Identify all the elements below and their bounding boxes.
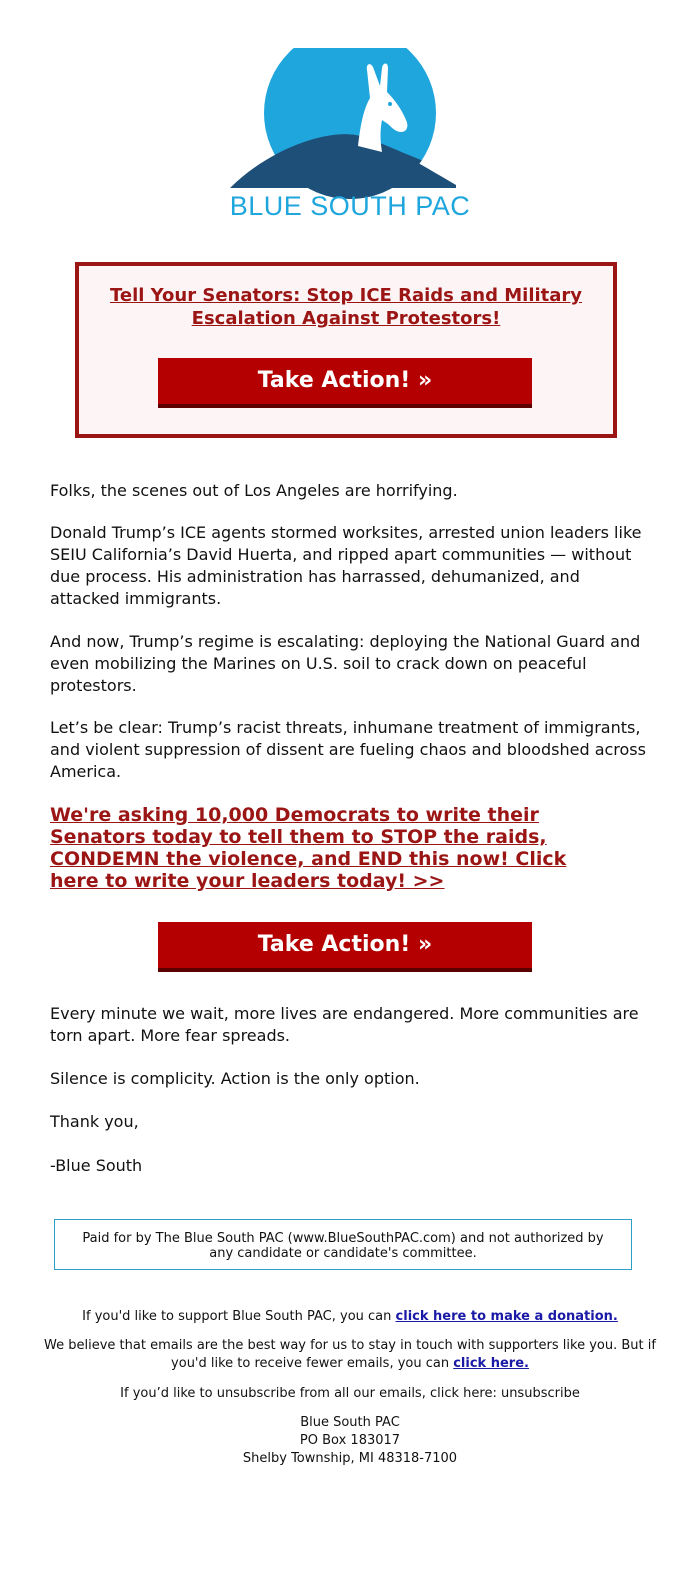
address-line: PO Box 183017 <box>299 1433 401 1448</box>
paid-for-disclaimer: Paid for by The Blue South PAC (www.BlueSouthPAC.com) and not authorized by any candidate or candidate's committee. <box>54 1219 632 1270</box>
take-action-button[interactable]: Take Action! » <box>158 358 532 408</box>
donate-line <box>30 1308 670 1326</box>
body-paragraph: Silence is complicity. Action is the only option. <box>50 1069 420 1088</box>
mailing-address <box>30 1414 670 1468</box>
donate-text: If you'd like to support Blue South PAC, you can <box>82 1309 396 1324</box>
donate-link[interactable]: click here to make a donation. <box>395 1309 618 1324</box>
brand-name: BLUE SOUTH PAC <box>229 191 471 221</box>
address-line: Blue South PAC <box>300 1415 400 1430</box>
fewer-emails-line <box>30 1337 670 1373</box>
fewer-emails-text: We believe that emails are the best way for us to stay in touch with supporters like you. But if you'd like to receive fewer emails, you can <box>44 1338 656 1371</box>
body-paragraph: Every minute we wait, more lives are endangered. More communities are torn apart. More fear spreads. <box>50 1004 639 1045</box>
body-paragraph: Let’s be clear: Trump’s racist threats, inhumane treatment of immigrants, and violent suppression of dissent are fueling chaos and bloodshed across America. <box>50 718 646 781</box>
sign-off: Thank you, <box>50 1112 139 1131</box>
address-line: Shelby Township, MI 48318-7100 <box>242 1451 458 1466</box>
write-senators-link[interactable]: We're asking 10,000 Democrats to write their Senators today to tell them to STOP the raids, CONDEMN the violence, and END this now! Click here to write your leaders today! >> <box>50 804 567 892</box>
alert-box <box>75 262 617 438</box>
body-paragraph: And now, Trump’s regime is escalating: deploying the National Guard and even mobilizing the Marines on U.S. soil to crack down on peaceful protestors. <box>50 632 641 695</box>
signature: -Blue South <box>50 1156 143 1175</box>
alert-headline-link[interactable]: Tell Your Senators: Stop ICE Raids and Military Escalation Against Protestors! <box>109 285 583 329</box>
fewer-emails-link[interactable]: click here. <box>453 1356 529 1371</box>
body-paragraph: Donald Trump’s ICE agents stormed worksites, arrested union leaders like SEIU California’s David Huerta, and ripped apart communities — without due process. His administration has harrassed, dehumanized, and attacked immigrants. <box>50 523 642 608</box>
logo <box>0 48 700 228</box>
take-action-button-2[interactable]: Take Action! » <box>158 922 532 972</box>
body-paragraph: Folks, the scenes out of Los Angeles are horrifying. <box>50 481 458 500</box>
unsubscribe-line[interactable]: If you’d like to unsubscribe from all our emails, click here: unsubscribe <box>120 1386 580 1401</box>
